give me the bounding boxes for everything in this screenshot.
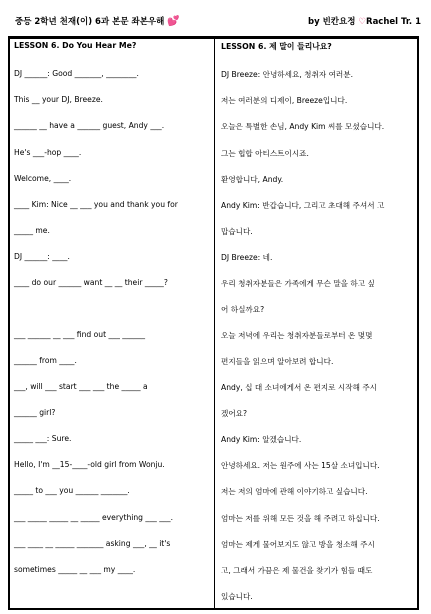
right-line-8: DJ Breeze: 네. (221, 253, 273, 262)
header-author-name: by 빈칸요정 (308, 17, 356, 27)
right-line-14: 겠어요? (221, 409, 248, 418)
right-line-21: 있습니다. (221, 592, 253, 601)
right-line-11: 오늘 저녁에 우리는 청취자분들로부터 온 몇몇 (221, 331, 373, 340)
right-line-3: 오늘은 특별한 손님, Andy Kim 씨를 모셨습니다. (221, 122, 385, 131)
left-line-7: _____ me. (14, 226, 50, 235)
left-line-4: He's ___-hop ____. (14, 148, 82, 157)
left-line-16: _____ to ___ you ______ _______. (14, 486, 130, 495)
left-line-18: ___ ____ __ _____ _______ asking ___, __ it's (14, 539, 171, 548)
heart-pair-icon: 💕 (167, 16, 180, 27)
right-title: LESSON 6. 제 말이 들리나요? (221, 42, 332, 51)
heart-icon: ♡ (358, 17, 367, 27)
right-line-6: Andy Kim: 반갑습니다, 그리고 초대해 주셔서 고 (221, 201, 385, 210)
right-line-4: 그는 힙합 아티스트이시죠. (221, 149, 309, 158)
left-line-8: DJ ______: ____. (14, 252, 70, 261)
right-line-12: 편지들을 읽으며 알아보려 합니다. (221, 357, 334, 366)
left-title: LESSON 6. Do You Hear Me? (14, 41, 137, 50)
column-divider (214, 36, 215, 610)
right-line-19: 엄마는 제게 물어보지도 않고 방을 청소해 주시 (221, 540, 375, 549)
left-line-19: sometimes _____ __ ___ my ____. (14, 565, 136, 574)
right-line-1: DJ Breeze: 안녕하세요, 청취자 여러분. (221, 70, 353, 79)
left-line-1: DJ ______: Good _______, ________. (14, 69, 139, 78)
header-author (308, 15, 421, 27)
left-line-17: ___ _____ _____ __ _____ everything ___ ___. (14, 513, 174, 522)
right-line-20: 고, 그래서 가끔은 제 물건을 찾기가 힘들 때도 (221, 566, 373, 575)
right-line-7: 맙습니다. (221, 227, 253, 236)
right-line-5: 환영합니다, Andy. (221, 175, 284, 184)
right-line-18: 엄마는 저를 위해 모든 것을 해 주려고 하십니다. (221, 514, 380, 523)
right-line-9: 우리 청취자분들은 가족에게 무슨 말을 하고 싶 (221, 279, 375, 288)
right-line-10: 어 하실까요? (221, 305, 265, 314)
left-line-12: ___, will ___ start ___ ___ the _____ a (14, 382, 148, 391)
right-line-13: Andy, 십 대 소녀에게서 온 편지로 시작해 주시 (221, 383, 377, 392)
right-line-2: 저는 여러분의 디제이, Breeze입니다. (221, 96, 348, 105)
left-line-14: _____ ___: Sure. (14, 434, 72, 443)
left-line-3: ______ __ have a ______ guest, Andy ___. (14, 121, 165, 130)
header-title (15, 15, 180, 27)
left-line-2: This __ your DJ, Breeze. (14, 95, 103, 104)
left-line-6: ____ Kim: Nice __ ___ you and thank you for (14, 200, 178, 209)
left-line-9: ____ do our ______ want __ __ their _____? (14, 278, 168, 287)
left-line-15: Hello, I'm __15-____-old girl from Wonju. (14, 460, 165, 469)
left-line-10: ___ ______ __ ___ find out ___ ______ (14, 330, 146, 339)
header-title-text: 중등 2학년 천재(이) 6과 본문 좌본우해 (15, 17, 165, 27)
left-line-13: ______ girl? (14, 408, 56, 417)
right-line-17: 저는 저의 엄마에 관해 이야기하고 싶습니다. (221, 487, 368, 496)
left-line-11: ______ from ____. (14, 356, 77, 365)
header-author-suffix: Rachel Tr. 1 (366, 17, 421, 27)
right-line-16: 안녕하세요. 저는 원주에 사는 15살 소녀입니다. (221, 461, 380, 470)
right-line-15: Andy Kim: 알겠습니다. (221, 435, 302, 444)
left-line-5: Welcome, ____. (14, 174, 72, 183)
page-header (15, 15, 421, 29)
